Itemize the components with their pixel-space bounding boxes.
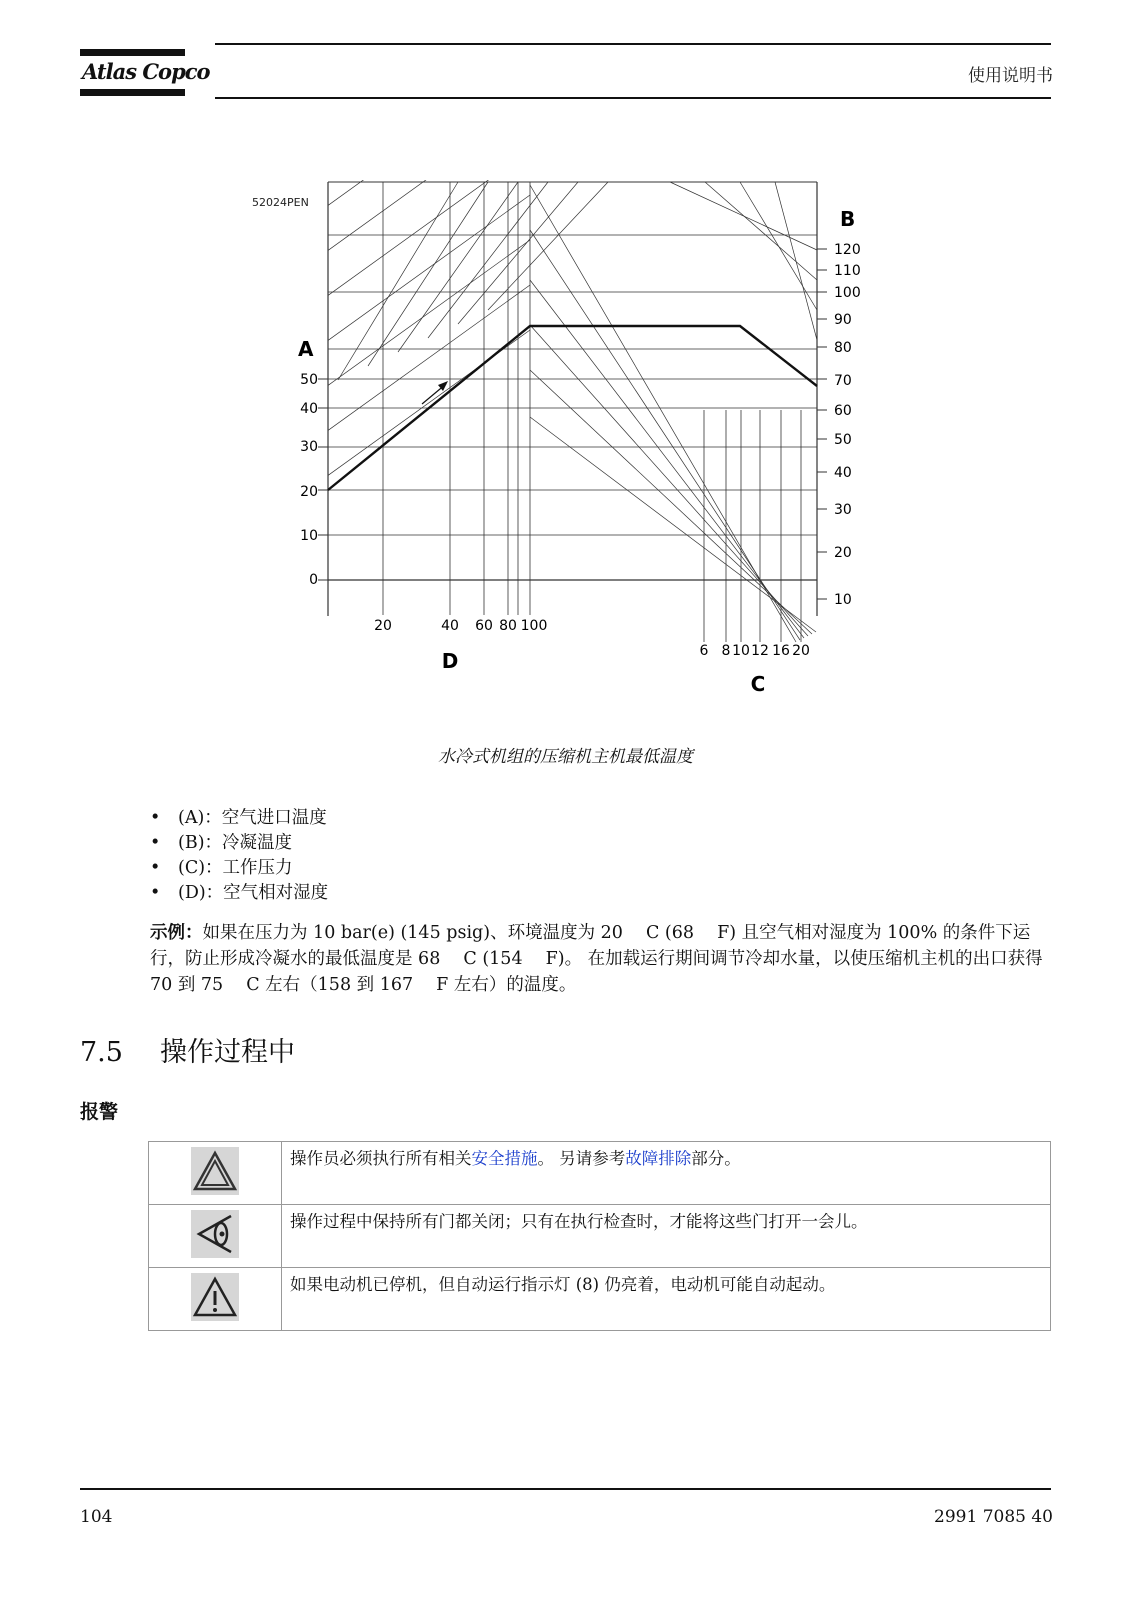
axis-a-tick-10: 10 bbox=[300, 528, 318, 544]
axis-a-tick-20: 20 bbox=[300, 484, 318, 500]
document-title: 使用说明书 bbox=[968, 66, 1053, 86]
page-number: 104 bbox=[80, 1507, 113, 1527]
rising-diagonal bbox=[368, 182, 488, 366]
axis-b-tick-90: 90 bbox=[834, 312, 852, 328]
axis-legend-list bbox=[150, 806, 328, 906]
axis-b-tick-110: 110 bbox=[834, 263, 860, 279]
warning-row bbox=[149, 1142, 1051, 1205]
axis-c-tick-20: 20 bbox=[792, 643, 810, 659]
falling-diagonal bbox=[740, 182, 817, 310]
example-paragraph bbox=[150, 920, 1050, 998]
axis-b-tick-40: 40 bbox=[834, 465, 852, 481]
warning-text-3: 如果电动机已停机，但自动运行指示灯 (8) 仍亮着，电动机可能自动起动。 bbox=[282, 1268, 1051, 1331]
axis-b-tick-80: 80 bbox=[834, 340, 852, 356]
exclamation-triangle-icon bbox=[191, 1273, 239, 1321]
rising-diagonal bbox=[398, 182, 518, 352]
axis-d-tick-60: 60 bbox=[475, 618, 493, 634]
axis-b-tick-30: 30 bbox=[834, 502, 852, 518]
example-label: 示例： bbox=[150, 923, 203, 943]
figure-code: 52024PEN bbox=[252, 196, 309, 209]
warning-text-1c: 部分。 bbox=[691, 1149, 741, 1168]
falling-diagonal bbox=[530, 325, 808, 636]
warning-row bbox=[149, 1268, 1051, 1331]
falling-diagonal bbox=[775, 182, 817, 340]
axis-b-tick-100: 100 bbox=[834, 285, 860, 301]
axis-b-tick-50: 50 bbox=[834, 432, 852, 448]
legend-item-a: • (A)：空气进口温度 bbox=[150, 806, 328, 831]
falling-diagonal bbox=[530, 230, 800, 640]
axis-c-tick-8: 8 bbox=[721, 643, 731, 659]
falling-diagonal bbox=[530, 417, 816, 632]
legend-item-d: • (D)：空气相对湿度 bbox=[150, 881, 328, 906]
footer-rule bbox=[80, 1488, 1051, 1490]
axis-d-tick-100: 100 bbox=[520, 618, 548, 634]
axis-b-tick-10: 10 bbox=[834, 592, 852, 608]
safety-measures-link[interactable]: 安全措施 bbox=[471, 1149, 538, 1168]
axis-b-tick-60: 60 bbox=[834, 403, 852, 419]
logo-wordmark: Atlas Copco bbox=[82, 59, 210, 84]
legend-item-b: • (B)：冷凝温度 bbox=[150, 831, 328, 856]
axis-b-label: B bbox=[840, 207, 856, 231]
axis-c-tick-10: 10 bbox=[732, 643, 750, 659]
header-rule-bottom bbox=[215, 97, 1051, 99]
section-heading bbox=[80, 1030, 295, 1069]
axis-c-label: C bbox=[750, 672, 766, 696]
document-number: 2991 7085 40 bbox=[934, 1507, 1053, 1527]
warning-row bbox=[149, 1205, 1051, 1268]
axis-a-label: A bbox=[298, 337, 314, 361]
warning-triangle-icon bbox=[191, 1147, 239, 1195]
figure-caption: 水冷式机组的压缩机主机最低温度 bbox=[438, 747, 693, 767]
rising-diagonal bbox=[328, 180, 530, 205]
temperature-chart bbox=[240, 180, 860, 704]
axis-d-label: D bbox=[441, 649, 459, 673]
section-number: 7.5 bbox=[80, 1037, 123, 1068]
axis-b-tick-70: 70 bbox=[834, 373, 852, 389]
troubleshooting-link[interactable]: 故障排除 bbox=[625, 1149, 692, 1168]
logo-bottom-bar bbox=[80, 89, 185, 96]
axis-d-tick-40: 40 bbox=[441, 618, 459, 634]
header-rule-top bbox=[215, 43, 1051, 45]
warning-text-2: 操作过程中保持所有门都关闭；只有在执行检查时，才能将这些门打开一会儿。 bbox=[282, 1205, 1051, 1268]
alarm-subheading: 报警 bbox=[80, 1101, 119, 1123]
warning-text-1a: 操作员必须执行所有相关 bbox=[290, 1149, 472, 1168]
rising-diagonal bbox=[328, 180, 530, 295]
axis-c-tick-6: 6 bbox=[699, 643, 709, 659]
axis-c-tick-12: 12 bbox=[751, 643, 769, 659]
axis-c-tick-16: 16 bbox=[772, 643, 790, 659]
axis-b-tick-20: 20 bbox=[834, 545, 852, 561]
rising-diagonal bbox=[338, 182, 458, 380]
warning-text-1b: 。 另请参考 bbox=[537, 1149, 626, 1168]
chart-svg bbox=[240, 180, 860, 700]
axis-a-tick-40: 40 bbox=[300, 401, 318, 417]
logo-top-bar bbox=[80, 49, 185, 56]
rising-diagonal bbox=[488, 182, 608, 310]
axis-d-tick-20: 20 bbox=[374, 618, 392, 634]
falling-diagonal bbox=[530, 370, 812, 634]
example-text: 如果在压力为 10 bar(e) (145 psig)、环境温度为 20 C (68 F) 且空气相对湿度为 100% 的条件下运行，防止形成冷凝水的最低温度是 68 C (154 F)。 在加载运行期间调节冷却水量，以使压缩机主机的出口获得 70 到 75 C 左右（158 到 167 F 左右）的温度。 bbox=[150, 923, 1043, 995]
axis-d-tick-80: 80 bbox=[499, 618, 517, 634]
rising-diagonal bbox=[328, 195, 530, 340]
falling-diagonal bbox=[530, 280, 804, 638]
atlas-copco-logo bbox=[80, 45, 210, 101]
rising-diagonal bbox=[328, 180, 530, 250]
eye-icon bbox=[191, 1210, 239, 1258]
legend-item-c: • (C)：工作压力 bbox=[150, 856, 328, 881]
chart-grid bbox=[318, 180, 827, 642]
axis-a-tick-0: 0 bbox=[309, 572, 318, 588]
warning-table bbox=[148, 1141, 1051, 1331]
axis-b-tick-120: 120 bbox=[834, 242, 860, 258]
falling-diagonal bbox=[705, 182, 817, 280]
axis-a-tick-30: 30 bbox=[300, 439, 318, 455]
axis-a-tick-50: 50 bbox=[300, 372, 318, 388]
rising-diagonal bbox=[328, 240, 530, 385]
section-title: 操作过程中 bbox=[160, 1037, 295, 1068]
